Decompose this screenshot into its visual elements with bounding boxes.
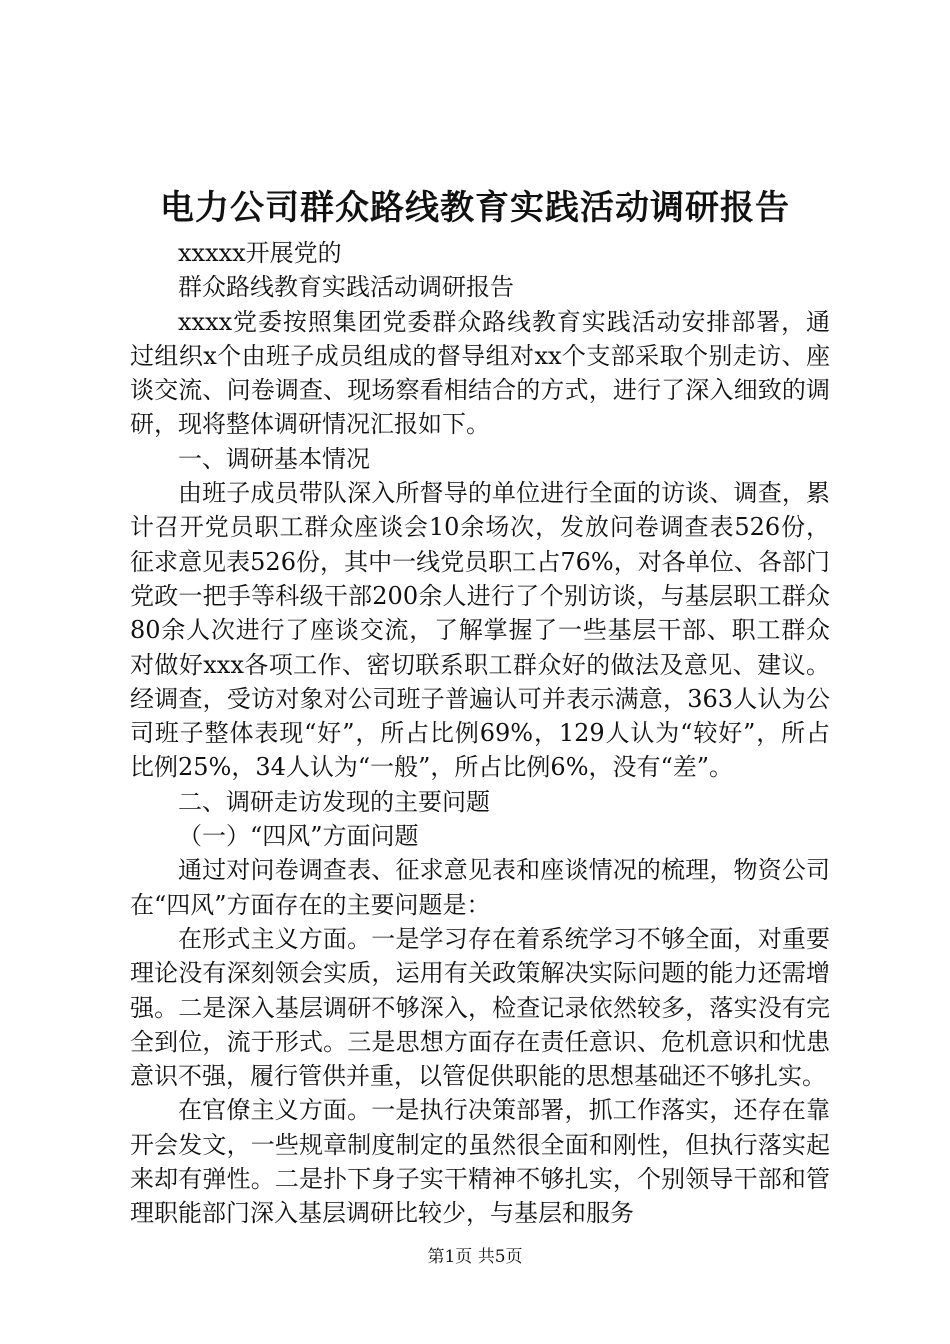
section-heading: 一、调研基本情况	[178, 444, 370, 473]
body-paragraph: 在形式主义方面。一是学习存在着系统学习不够全面，对重要理论没有深刻领会实质，运用有关政策解决实际问题的能力还需增强。二是深入基层调研不够深入，检查记录依然较多，落实没有完全到位，流于形式。三是思想方面存在责任意识、危机意识和忧患意识不强，履行管供并重，以管促供职能的思想基础还不够扎实。	[130, 924, 830, 1091]
document-body	[130, 236, 830, 1231]
body-paragraph: 通过对问卷调查表、征求意见表和座谈情况的梳理，物资公司在“四风”方面存在的主要问题是：	[130, 856, 830, 919]
section-heading: 二、调研走访发现的主要问题	[178, 787, 490, 816]
body-paragraph: 由班子成员带队深入所督导的单位进行全面的访谈、调查，累计召开党员职工群众座谈会10余场次，发放问卷调查表526份，征求意见表526份，其中一线党员职工占76%，对各单位、各部门党政一把手等科级干部200余人进行了个别访谈，与基层职工群众80余人次进行了座谈交流，了解掌握了一些基层干部、职工群众对做好xxx各项工作、密切联系职工群众好的做法及意见、建议。经调查，受访对象对公司班子普遍认可并表示满意，363人认为公司班子整体表现“好”，所占比例69%，129人认为“较好”，所占比例25%，34人认为“一般”，所占比例6%，没有“差”。	[130, 479, 830, 782]
body-paragraph: 群众路线教育实践活动调研报告	[178, 273, 514, 302]
body-paragraph: 在官僚主义方面。一是执行决策部署，抓工作落实，还存在靠开会发文，一些规章制度制定的虽然很全面和刚性，但执行落实起来却有弹性。二是扑下身子实干精神不够扎实，个别领导干部和管理职能部门深入基层调研比较少，与基层和服务	[130, 1096, 830, 1228]
body-paragraph: xxxx党委按照集团党委群众路线教育实践活动安排部署，通过组织x个由班子成员组成的督导组对xx个支部采取个别走访、座谈交流、问卷调查、现场察看相结合的方式，进行了深入细致的调研，现将整体调研情况汇报如下。	[130, 307, 830, 439]
subsection-heading: （一）“四风”方面问题	[178, 822, 419, 851]
document-title: 电力公司群众路线教育实践活动调研报告	[160, 188, 790, 228]
body-paragraph: xxxxx开展党的	[178, 239, 342, 267]
page-footer: 第1页 共5页	[427, 1247, 523, 1267]
